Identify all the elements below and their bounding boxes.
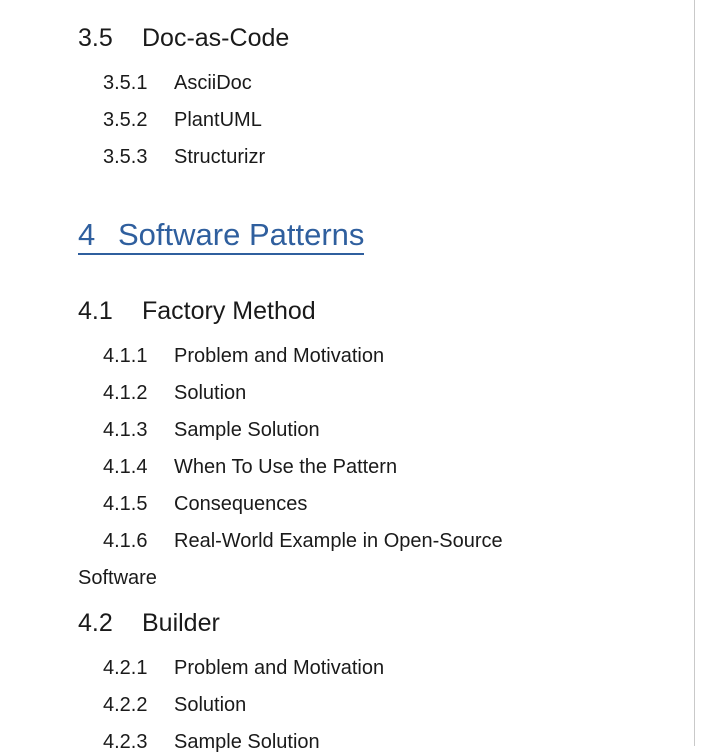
toc-title-continuation[interactable]: Software (78, 567, 157, 589)
toc-number: 3.5 (78, 24, 113, 52)
toc-title: Solution (174, 694, 247, 716)
toc-entry-4[interactable] (0, 219, 694, 255)
toc-number: 3.5.1 (103, 72, 148, 94)
toc-title: Real-World Example in Open-Source (174, 530, 503, 552)
toc-number: 4.1.2 (103, 382, 148, 404)
toc-entry-4-2-2[interactable] (0, 695, 694, 715)
toc-number: 3.5.3 (103, 146, 148, 168)
toc-title: Structurizr (174, 146, 266, 168)
toc-number: 4.1 (78, 297, 113, 325)
toc-title: Builder (142, 609, 220, 637)
toc-entry-3-5-2[interactable] (0, 110, 694, 130)
toc-title: Sample Solution (174, 731, 320, 753)
toc-number: 4.1.6 (103, 530, 148, 552)
toc-title: PlantUML (174, 109, 262, 131)
toc-entry-4-2-1[interactable] (0, 658, 694, 678)
toc-entry-4-1-2[interactable] (0, 383, 694, 403)
toc-number: 4.1.3 (103, 419, 148, 441)
toc-title: Problem and Motivation (174, 345, 385, 367)
toc-number: 4.1.5 (103, 493, 148, 515)
toc-title: Sample Solution (174, 419, 320, 441)
toc-entry-3-5-1[interactable] (0, 73, 694, 93)
toc-entry-3-5[interactable] (0, 26, 694, 51)
toc-entry-3-5-3[interactable] (0, 147, 694, 167)
toc-entry-4-2-3[interactable] (0, 732, 694, 752)
toc-entry-4-1-6[interactable] (0, 531, 694, 551)
toc-title: Solution (174, 382, 247, 404)
toc-entry-4-1-3[interactable] (0, 420, 694, 440)
toc-number: 3.5.2 (103, 109, 148, 131)
toc-entry-4-1-1[interactable] (0, 346, 694, 366)
toc-title: When To Use the Pattern (174, 456, 398, 478)
toc-title: Factory Method (142, 297, 316, 325)
toc-title: Problem and Motivation (174, 657, 385, 679)
toc-entry-4-1-4[interactable] (0, 457, 694, 477)
toc-entry-4-1-5[interactable] (0, 494, 694, 514)
toc-number: 4.2.3 (103, 731, 148, 753)
page-right-border (694, 0, 695, 746)
toc-number: 4.2 (78, 609, 113, 637)
toc-title: Consequences (174, 493, 308, 515)
toc-number: 4 (78, 217, 96, 252)
toc-title: AsciiDoc (174, 72, 252, 94)
toc-number: 4.2.1 (103, 657, 148, 679)
toc-title: Software Patterns (118, 217, 365, 252)
toc-entry-4-2[interactable] (0, 611, 694, 636)
toc-entry-4-1[interactable] (0, 299, 694, 324)
toc-number: 4.2.2 (103, 694, 148, 716)
toc-number: 4.1.1 (103, 345, 148, 367)
toc-title: Doc-as-Code (142, 24, 290, 52)
toc-number: 4.1.4 (103, 456, 148, 478)
